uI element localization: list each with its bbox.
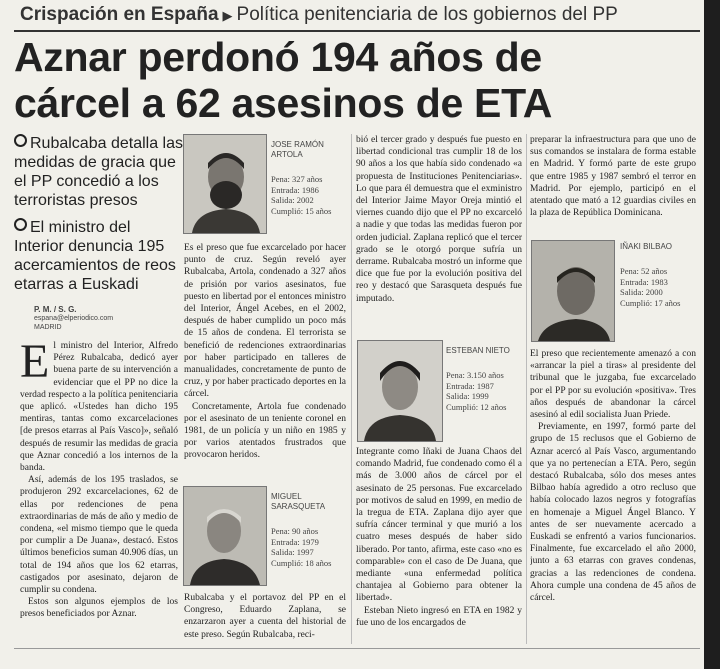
caption-stat: Cumplió: 15 años <box>271 205 332 216</box>
column-4-paragraph-3: Previamente, en 1997, formó parte del grupo de 15 reclusos que el Gobierno de Aznar acercó al País Vasco, argumentando que ya no pertenecían a ETA. Pero, según destacó Rubalcaba, sólo dos meses antes Bilbao había agredido a otro recluso que había colocado lazos negros y fotografías en homenaje a Miguel Ángel Blanco. Y antes de ser nuevamente acercado a Euskadi se enfrentó a varios funcionarios. Finalmente, fue excarcelado el año 2000, junto a 63 etarras con graves condenas, gracias a las redenciones de condena. Ahora cumple una condena de 45 años de cárcel. <box>530 422 696 604</box>
caption-bilbao <box>620 242 696 308</box>
byline <box>34 305 113 332</box>
article-column-1 <box>20 340 178 640</box>
caption-name: MIGUEL SARASQUETA <box>271 492 326 511</box>
caption-stat: Cumplió: 12 años <box>446 401 507 412</box>
caption-stat: Entrada: 1979 <box>271 536 319 547</box>
headline <box>14 34 552 126</box>
caption-stat: Pena: 327 años <box>271 174 323 184</box>
byline-city: MADRID <box>34 324 62 331</box>
article-column-2 <box>184 242 346 478</box>
photo-bilbao <box>531 240 615 342</box>
caption-name: ESTEBAN NIETO <box>446 346 510 355</box>
article-column-4-continued <box>530 348 696 642</box>
deck-1-text: Rubalcaba detalla las medidas de gracia que el PP concedió a los terroristas presos <box>14 135 183 209</box>
drop-cap: E <box>20 340 50 388</box>
column-3-paragraph-2: Integrante como Iñaki de Juana Chaos del comando Madrid, fue condenado como él a más de 3.000 años de cárcel por el asesinato de 25 personas. Fue excarcelado por motivos de salud en 1999, en medio de la tregua de ETA. Zaplana dijo ayer que sufría cáncer terminal y que murió a los cuatro meses después de haber sido liberado. Por tanto, afirma, este caso «no es comparable» con el caso de De Juana, que mediante «una enfermedad política chantajea al Gobierno para obtener la libertad». <box>356 447 522 604</box>
deck-2 <box>14 218 184 294</box>
article-column-3 <box>356 134 522 330</box>
photo-artola <box>183 134 267 234</box>
column-2-paragraph-1: Es el preso que fue excarcelado por hacer punto de cruz. Según reveló ayer Rubalcaba, Artola, condenado a 327 años de prisión por varios asesinatos, fue puesto en libertad por el entonces ministro del Interior, Ángel Acebes, en el 2002, después de haber cumplido un poco más de 15 años de condena. El terrorista se benefició de redenciones extraordinarias por haber participado en talleres de manualidades, concretamente de punto de cruz, y por haber practicado deportes en la cárcel. <box>184 243 346 400</box>
arrow-icon: ▶ <box>222 8 233 23</box>
portrait-image <box>184 487 266 585</box>
caption-stat: Salida: 1997 <box>271 547 314 557</box>
column-4-paragraph-1: preparar la infraestructura para que uno de sus comandos se instalara de forma estable en Madrid. Y formó parte de este grupo que entre 1985 y 1987 sembró el terror en Madrid. Por ejemplo, participó en el atentado que mató a 12 guardias civiles en la plaza de República Dominicana. <box>530 135 696 219</box>
section-name: Crispación en España <box>20 4 219 25</box>
column-2-paragraph-2: Concretamente, Artola fue condenado por el asesinato de un teniente coronel en 1981, de un policía y un niño en 1985 y por varios atentados frustrados que provocaron heridos. <box>184 401 346 461</box>
column-divider <box>526 134 527 644</box>
caption-artola <box>271 140 341 216</box>
column-2-paragraph-3: Rubalcaba y el portavoz del PP en el Congreso, Eduardo Zaplana, se enzarzaron ayer a cuenta del historial de este preso. Según Rubalcaba, reci- <box>184 593 346 640</box>
caption-stat: Cumplió: 18 años <box>271 557 332 568</box>
headline-line-1: Aznar perdonó 194 años de <box>14 34 542 80</box>
caption-stat: Pena: 3.150 años <box>446 370 504 380</box>
caption-stat: Salida: 1999 <box>446 391 489 401</box>
headline-line-2: cárcel a 62 asesinos de ETA <box>14 80 553 126</box>
column-divider <box>351 134 352 644</box>
column-4-paragraph-2: El preso que recientemente amenazó a con «arrancar la piel a tiras» al presidente del tribunal que le juzgaba, fue excarcelado por el PP por su evolución «positiva». Tres años después de abandonar la cárcel asesinó al edil socialista Juan Priede. <box>530 349 696 421</box>
caption-nieto <box>446 346 522 412</box>
deck-1 <box>14 134 184 210</box>
subsection-name: Política penitenciaria de los gobiernos del PP <box>236 4 618 25</box>
caption-name: JOSE RAMÓN ARTOLA <box>271 140 324 159</box>
article-column-4 <box>530 134 696 232</box>
page-edge-shadow <box>704 0 720 669</box>
caption-name: IÑAKI BILBAO <box>620 242 673 251</box>
column-3-paragraph-3: Esteban Nieto ingresó en ETA en 1982 y fue uno de los encargados de <box>356 605 522 628</box>
section-kicker <box>20 4 618 26</box>
column-1-paragraph-2: Así, además de los 195 traslados, se produjeron 292 excarcelaciones, 62 de ellas por redenciones de pena extraordinarias de más de año y medio de condena, «el mismo tiempo que le queda por cumplir a De Juana», destacó. Estos últimos beneficios suman 40.906 días, un total de 194 años que los 62 etarras, castigados por asesinato, dejaron de cumplir su condena. <box>20 475 178 596</box>
caption-sarasqueta <box>271 492 343 568</box>
bottom-rule <box>14 648 700 649</box>
article-column-3-continued <box>356 446 522 642</box>
article-column-2-continued <box>184 592 346 642</box>
byline-authors: P. M. / S. G. <box>34 305 77 314</box>
portrait-image <box>358 341 442 441</box>
caption-stat: Pena: 90 años <box>271 526 319 536</box>
caption-stat: Entrada: 1986 <box>271 184 319 195</box>
caption-stat: Cumplió: 17 años <box>620 297 681 308</box>
caption-stat: Entrada: 1987 <box>446 380 494 391</box>
portrait-image <box>184 135 266 233</box>
column-3-paragraph-1: bió el tercer grado y después fue puesto en libertad condicional tras cumplir 18 de los 90 años a los que había sido condenado «a propuesta de Instituciones Penitenciarias». Lo que para él demuestra que el exministro del Interior Jaime Mayor Oreja mintió el viernes cuando dijo que el PP no excarceló a nadie y que todas las medidas fueron por orden judicial. Zaplana replicó que el tercer grado se le otorgó porque sufría un derrame. Rubalcaba mostró un informe que dice que fue por la evolución positiva del reo y destacó que Sarasqueta después fue imputado. <box>356 135 522 304</box>
caption-stat: Entrada: 1983 <box>620 276 668 287</box>
bullet-icon <box>14 134 27 147</box>
column-1-paragraph-1: l ministro del Interior, Alfredo Pérez Rubalcaba, dedicó ayer buena parte de su intervención a evidenciar que el PP no dice la verdad respecto a la política penitenciaria que aplicó. «Ustedes han dicho 195 mentiras, tantas como excarcelaciones [de presos etarras al País Vasco]», señaló después de resumir las medidas de gracia que Aznar concedió a los internos de la banda. <box>20 341 178 474</box>
byline-email: espana@elperiodico.com <box>34 315 114 322</box>
column-1-paragraph-3: Estos son algunos ejemplos de los presos beneficiados por Aznar. <box>20 597 178 620</box>
bullet-icon <box>14 218 27 231</box>
caption-stat: Pena: 52 años <box>620 266 668 276</box>
photo-nieto <box>357 340 443 442</box>
caption-stat: Salida: 2002 <box>271 195 314 205</box>
deck-2-text: El ministro del Interior denuncia 195 acercamientos de reos etarras a Euskadi <box>14 219 176 293</box>
portrait-image <box>532 241 614 341</box>
header-rule <box>14 30 700 32</box>
photo-sarasqueta <box>183 486 267 586</box>
caption-stat: Salida: 2000 <box>620 287 663 297</box>
